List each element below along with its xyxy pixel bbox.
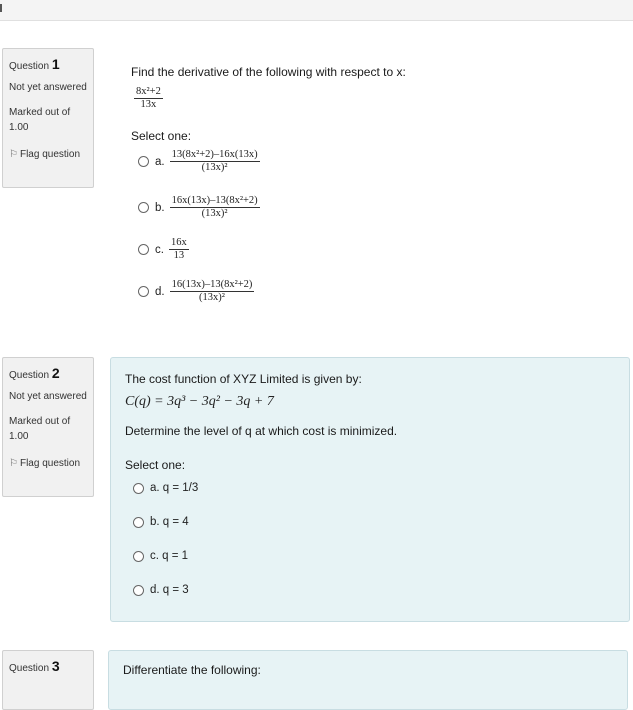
answer-option-a[interactable]: a. q = 1/3 [133,482,198,494]
flag-icon: ⚐ [9,458,18,469]
question-content [110,48,630,338]
question-number: Question 2 [9,365,60,381]
cost-equation: C(q) = 3q³ − 3q² − 3q + 7 [125,394,274,409]
question-number: Question 3 [9,658,60,674]
answer-option-a[interactable]: a. $\frac{\text{13(8x²+2)–16x(13x)}}{\text{(13x)²}}$ [138,149,260,174]
radio-button[interactable] [133,585,144,596]
answer-option-d[interactable]: d. q = 3 [133,584,189,596]
radio-button[interactable] [138,202,149,213]
question-prompt: Differentiate the following: [123,663,261,677]
question-info [2,357,94,497]
answer-option-b[interactable]: b. $\frac{\text{16x(13x)–13(8x²+2)}}{\text{(13x)²}}$ [138,195,260,220]
flag-question-link[interactable]: ⚐ Flag question [9,149,81,160]
flag-icon: ⚐ [9,149,18,160]
question-content [110,357,630,622]
answer-option-c[interactable]: c. $\frac{16x}{13}$ [138,237,189,262]
question-info [2,650,94,710]
question-status: Not yet answered [9,82,87,93]
radio-button[interactable] [138,156,149,167]
question-status: Not yet answered [9,391,87,402]
question-marks: Marked out of 1.00 [9,416,71,442]
answer-option-d[interactable]: d. $\frac{\text{16(13x)–13(8x²+2)}}{\text{(13x)²}}$ [138,279,254,304]
radio-button[interactable] [133,551,144,562]
question-marks: Marked out of 1.00 [9,107,71,133]
question-prompt: Find the derivative of the following with respect to x: [131,65,406,79]
select-one-label: Select one: [131,129,192,143]
question-content [108,650,628,710]
radio-button[interactable] [133,483,144,494]
question-info [2,48,94,188]
flag-question-link[interactable]: ⚐ Flag question [9,458,81,469]
answer-option-b[interactable]: b. q = 4 [133,516,189,528]
question-expression: $\frac{\text{8x²+2}}{13x}$ [136,86,161,110]
select-one-label: Select one: [125,458,186,472]
top-bar [0,0,633,21]
question-prompt: The cost function of XYZ Limited is given by: [125,372,362,386]
answer-option-c[interactable]: c. q = 1 [133,550,188,562]
question-number: Question 1 [9,56,60,72]
radio-button[interactable] [133,517,144,528]
question-prompt-secondary: Determine the level of q at which cost is minimized. [125,424,398,438]
radio-button[interactable] [138,244,149,255]
radio-button[interactable] [138,286,149,297]
corner-mark [0,4,14,12]
